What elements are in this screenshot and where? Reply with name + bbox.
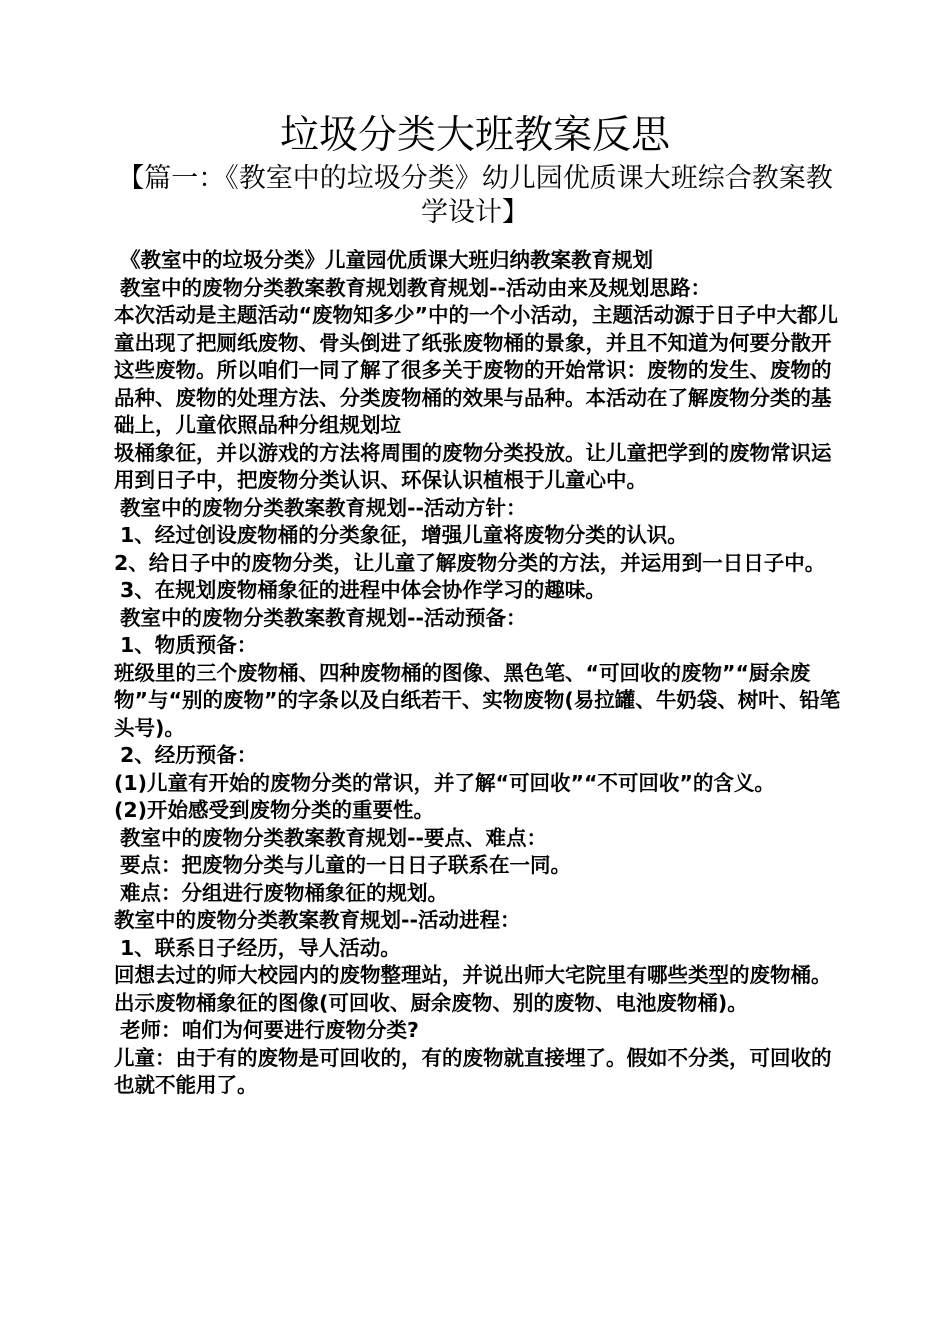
- paragraph: 本次活动是主题活动“废物知多少”中的一个小活动，主题活动源于日子中大都儿童出现了把厕纸废物、骨头倒进了纸张废物桶的景象，并且不知道为何要分散开这些废物。所以咱们一同了解了很多关于废物的开始常识：废物的发生、废物的品种、废物的处理方法、分类废物桶的效果与品种。本活动在了解废物分类的基础上，儿童依照品种分组规划垃: [114, 303, 838, 437]
- paragraph: 教室中的废物分类教案教育规划教育规划--活动由来及规划思路：: [120, 275, 712, 300]
- paragraph: 2、经历预备：: [120, 743, 258, 767]
- paragraph: 2、给日子中的废物分类，让儿童了解废物分类的方法，并运用到一日日子中。: [114, 550, 826, 575]
- paragraph: 教室中的废物分类教案教育规划--活动方针：: [120, 495, 527, 520]
- paragraph: 3、在规划废物桶象征的进程中体会协作学习的趣味。: [120, 578, 606, 602]
- paragraph: 1、物质预备：: [120, 633, 258, 657]
- paragraph: 1、联系日子经历，导人活动。: [120, 935, 401, 960]
- paragraph: 班级里的三个废物桶、四种废物桶的图像、黑色笔、“可回收的废物”“厨余废物”与“别的废物”的字条以及白纸若干、实物废物(易拉罐、牛奶袋、树叶、铅笔头号)。: [114, 660, 841, 740]
- paragraph: 老师：咱们为何要进行废物分类?: [120, 1018, 419, 1042]
- paragraph: 1、经过创设废物桶的分类象征，增强儿童将废物分类的认识。: [120, 523, 688, 547]
- paragraph: 圾桶象征，并以游戏的方法将周围的废物分类投放。让儿童把学到的废物常识运用到日子中，把废物分类认识、环保认识植根于儿童心中。: [114, 440, 832, 492]
- paragraph: (1)儿童有开始的废物分类的常识，并了解“可回收”“不可回收”的含义。: [114, 770, 775, 795]
- paragraph: 教室中的废物分类教案教育规划--要点、难点：: [120, 825, 548, 850]
- paragraph: 《教室中的垃圾分类》儿童园优质课大班归纳教案教育规划: [120, 248, 653, 272]
- paragraph: 回想去过的师大校园内的废物整理站，并说出师大宅院里有哪些类型的废物桶。出示废物桶象征的图像(可回收、厨余废物、别的废物、电池废物桶)。: [114, 963, 832, 1015]
- document-subtitle: 【篇一：《教室中的垃圾分类》幼儿园优质课大班综合教案教学设计】: [117, 163, 833, 228]
- paragraph: (2)开始感受到废物分类的重要性。: [114, 798, 435, 822]
- paragraph: 教室中的废物分类教案教育规划--活动进程：: [114, 908, 521, 932]
- document-title: 垃圾分类大班教案反思: [279, 113, 670, 158]
- document-body: [114, 247, 844, 1100]
- paragraph: 儿童：由于有的废物是可回收的，有的废物就直接埋了。假如不分类，可回收的也就不能用了。: [114, 1045, 832, 1097]
- paragraph: 教室中的废物分类教案教育规划--活动预备：: [120, 605, 527, 630]
- paragraph: 要点：把废物分类与儿童的一日日子联系在一同。: [120, 853, 571, 877]
- paragraph: 难点：分组进行废物桶象征的规划。: [120, 880, 448, 905]
